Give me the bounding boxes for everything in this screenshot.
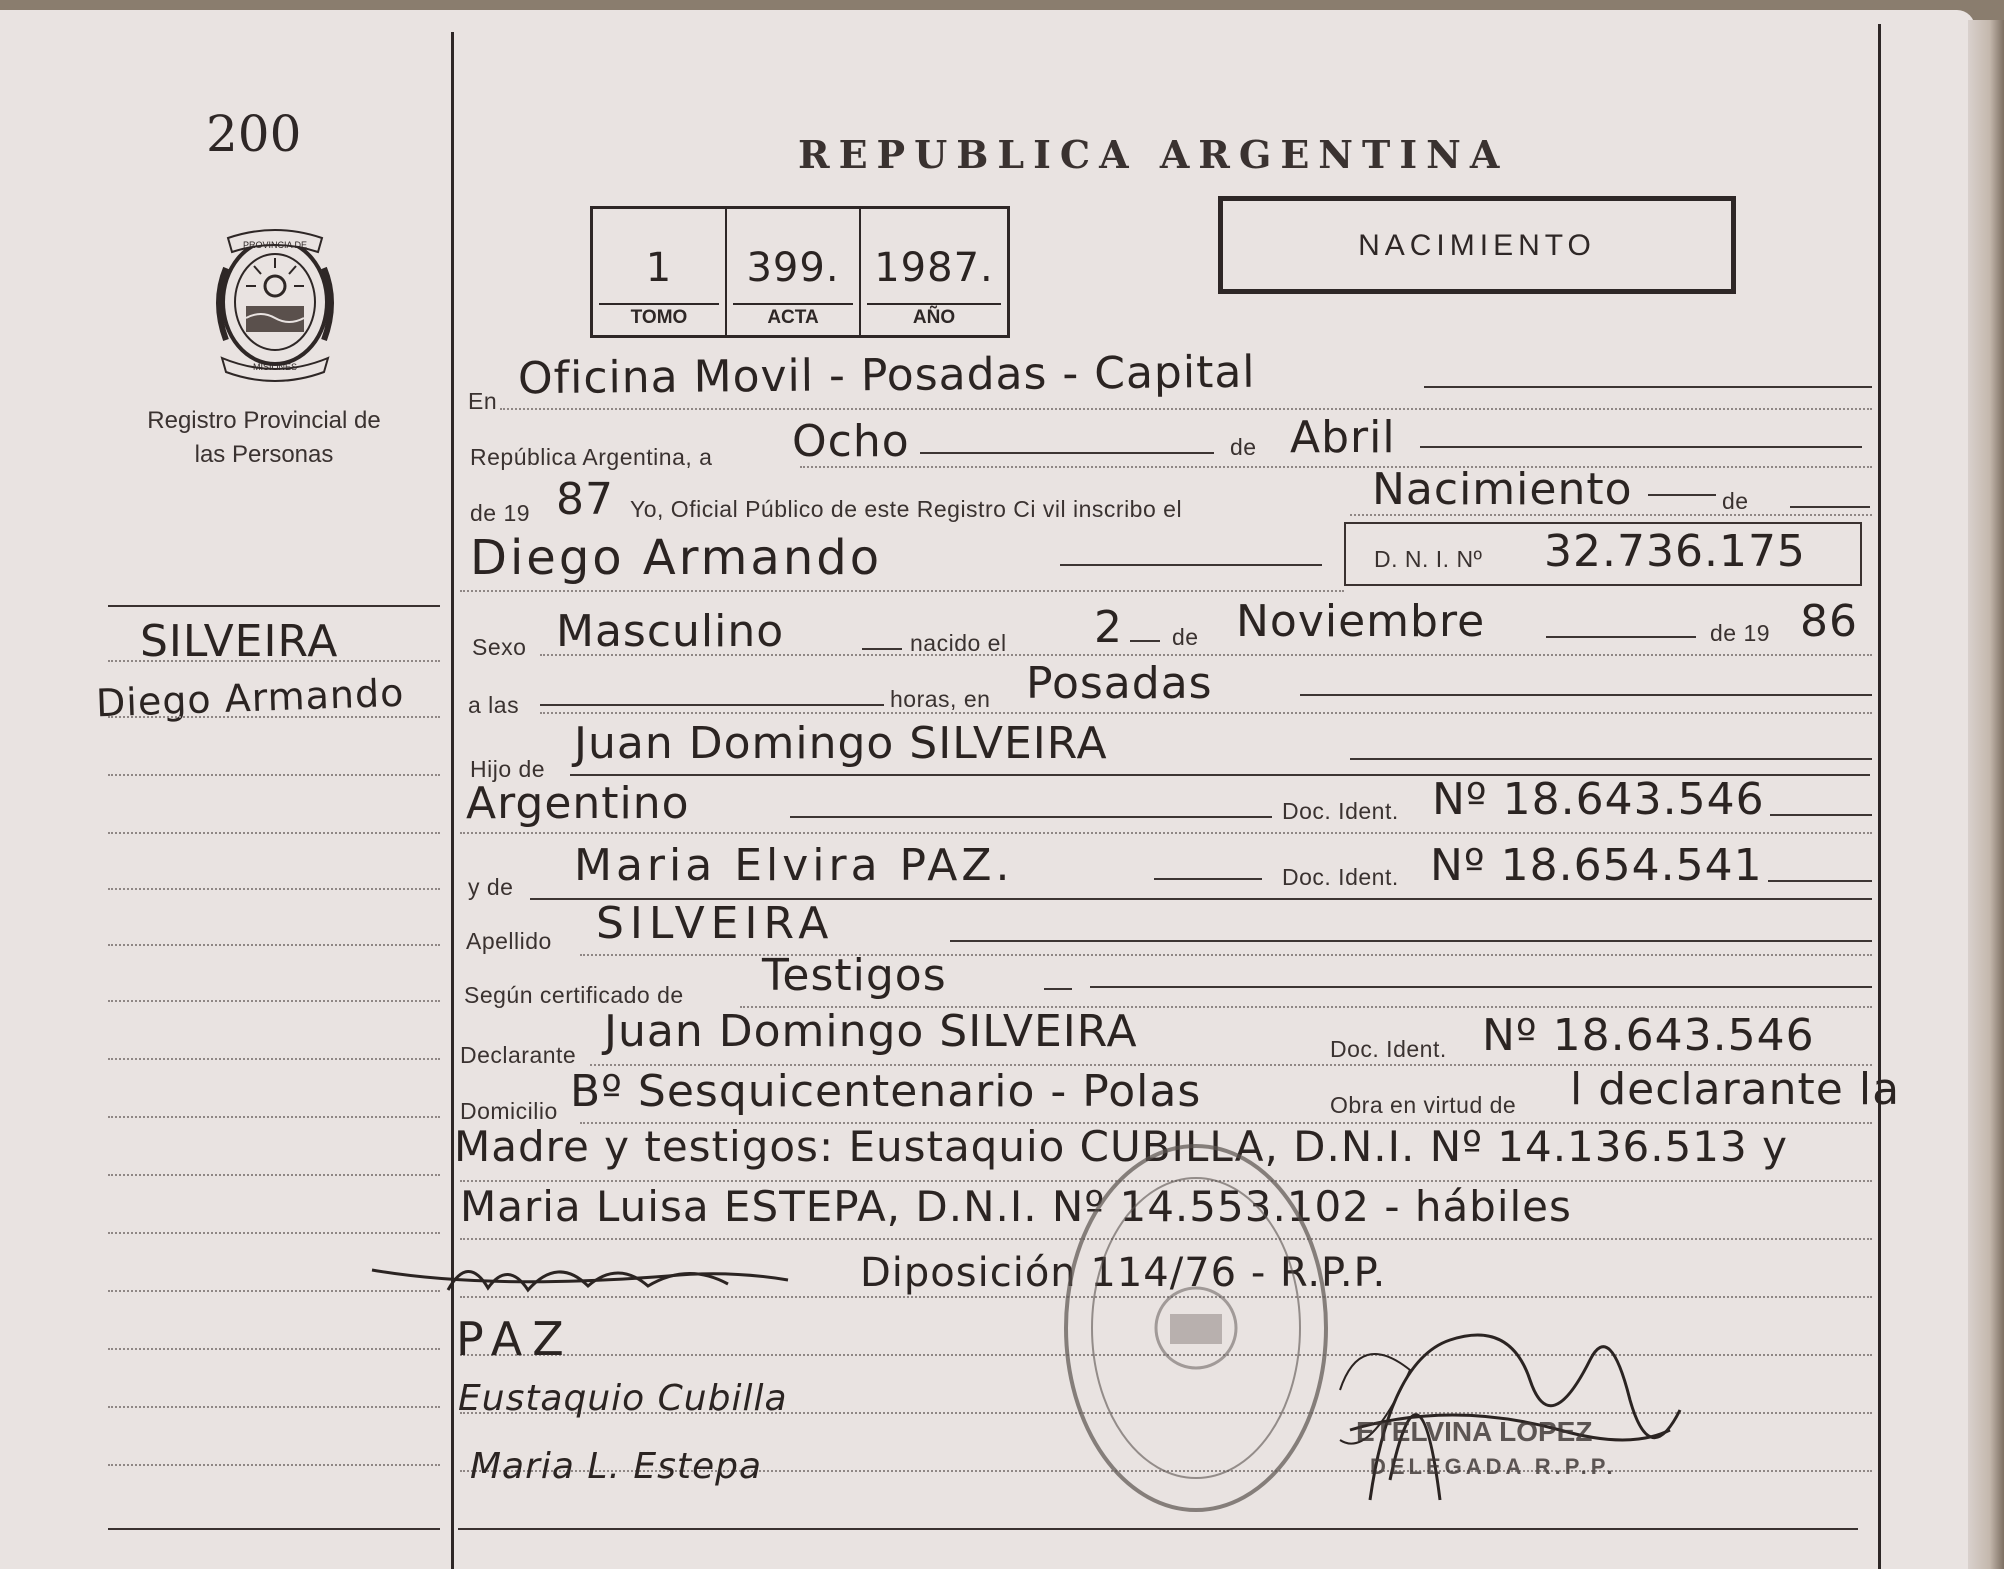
birth-day-value: 2 [1094,602,1123,653]
father-nationality: Argentino [466,778,690,829]
sexo-label: Sexo [472,634,527,660]
declarant-doc-value: Nº 18.643.546 [1482,1010,1815,1061]
margin-line [108,888,440,890]
tomo-cell [593,209,727,335]
tomo-label: TOMO [630,307,688,328]
margin-line [108,944,440,946]
sex-value: Masculino [556,606,785,657]
de-after-act: de [1722,488,1749,514]
bottom-rule [458,1528,1858,1530]
acta-cell [727,209,861,335]
province-crest-icon [206,228,344,384]
margin-given-names: Diego Armando [95,670,406,726]
de19-label: de 19 [470,500,531,526]
record-type-label: NACIMIENTO [1358,229,1596,262]
page-number: 200 [206,105,302,163]
disposition-value: Diposición 114/76 - R.P.P. [860,1250,1387,1296]
birth-month-value: Noviembre [1236,596,1486,647]
declarant-value: Juan Domingo SILVEIRA [604,1006,1138,1057]
margin-line [108,1232,440,1234]
oficial-text: Yo, Oficial Público de este Registro Ci vil inscribo el [630,496,1183,522]
margin-line [108,1058,440,1060]
mother-value: Maria Elvira PAZ. [574,840,1014,891]
record-reference-box [590,206,1010,338]
margin-line [108,1116,440,1118]
segun-label: Según certificado de [464,982,684,1008]
de-label-2: de [1172,624,1199,650]
column-divider [451,32,454,1569]
official-title: DELEGADA R.P.P. [1370,1454,1617,1479]
obra-label: Obra en virtud de [1330,1092,1517,1118]
dni-label: D. N. I. Nº [1374,546,1483,572]
address-value: Bº Sesquicentenario - Polas [570,1066,1202,1117]
dni-value: 32.736.175 [1544,526,1806,577]
margin-line [108,1348,440,1350]
birth-place-value: Posadas [1026,658,1213,709]
obra-value: l declarante la [1570,1064,1901,1115]
witness-line-2: Maria Luisa ESTEPA, D.N.I. Nº 14.553.102 - hábiles [460,1182,1572,1231]
book-page-edge [1968,20,2004,1569]
signature-estepa: Maria L. Estepa [470,1446,763,1487]
hijo-label: Hijo de [470,756,546,782]
anio-value: 1987. [874,245,994,291]
horas-label: horas, en [890,686,991,712]
de19-label-2: de 19 [1710,620,1771,646]
certificate-value: Testigos [762,950,947,1001]
en-label: En [468,388,498,414]
alas-label: a las [468,692,520,718]
margin-line [108,1174,440,1176]
doc-ident-label-3: Doc. Ident. [1330,1036,1447,1062]
anio-cell [861,209,1007,335]
dni-box [1344,522,1862,586]
signature-official [1330,1300,1690,1520]
year-suffix-value: 87 [556,474,614,525]
margin-line [108,660,440,662]
right-border [1878,24,1881,1569]
father-value: Juan Domingo SILVEIRA [574,718,1108,769]
margin-surname: SILVEIRA [140,616,339,667]
registry-name: Registro Provincial de las Personas [147,407,381,468]
svg-text:PROVINCIA DE: PROVINCIA DE [242,240,308,250]
mother-doc-value: Nº 18.654.541 [1430,840,1763,891]
republica-label: República Argentina, a [470,444,713,470]
surname-value: SILVEIRA [596,898,835,949]
father-doc-value: Nº 18.643.546 [1432,774,1765,825]
office-value: Oficina Movil - Posadas - Capital [517,346,1256,405]
svg-text:MISIONES: MISIONES [252,362,298,372]
month-value: Abril [1290,412,1396,463]
witness-line-1: Madre y testigos: Eustaquio CUBILLA, D.N.I. Nº 14.136.513 y [454,1122,1788,1171]
margin-top-rule [108,605,440,607]
signature-paz: PAZ [456,1312,574,1366]
declarante-label: Declarante [460,1042,577,1068]
apellido-label: Apellido [466,928,552,954]
birth-year-suffix: 86 [1800,596,1858,647]
yde-label: y de [468,874,514,900]
margin-line [108,1406,440,1408]
official-stamp [1060,1138,1332,1518]
margin-bottom-rule [108,1528,440,1530]
margin-line [108,1000,440,1002]
day-value: Ocho [792,416,910,467]
margin-line [108,716,440,718]
country-heading: REPUBLICA ARGENTINA [798,132,1509,177]
domicilio-label: Domicilio [460,1098,558,1124]
margin-line [108,1464,440,1466]
record-type-box [1218,196,1736,294]
official-name: ETELVINA LOPEZ [1356,1416,1593,1447]
acta-label: ACTA [767,307,819,328]
act-value: Nacimiento [1372,464,1633,515]
signature-silveira [368,1250,798,1310]
signature-cubilla: Eustaquio Cubilla [458,1378,788,1419]
nacido-label: nacido el [910,630,1007,656]
child-name: Diego Armando [470,530,883,586]
margin-line [108,774,440,776]
doc-ident-label: Doc. Ident. [1282,798,1399,824]
acta-value: 399. [746,245,840,291]
de-label: de [1230,434,1257,460]
tomo-value: 1 [645,245,673,291]
margin-line [108,832,440,834]
anio-label: AÑO [912,307,956,328]
doc-ident-label-2: Doc. Ident. [1282,864,1399,890]
